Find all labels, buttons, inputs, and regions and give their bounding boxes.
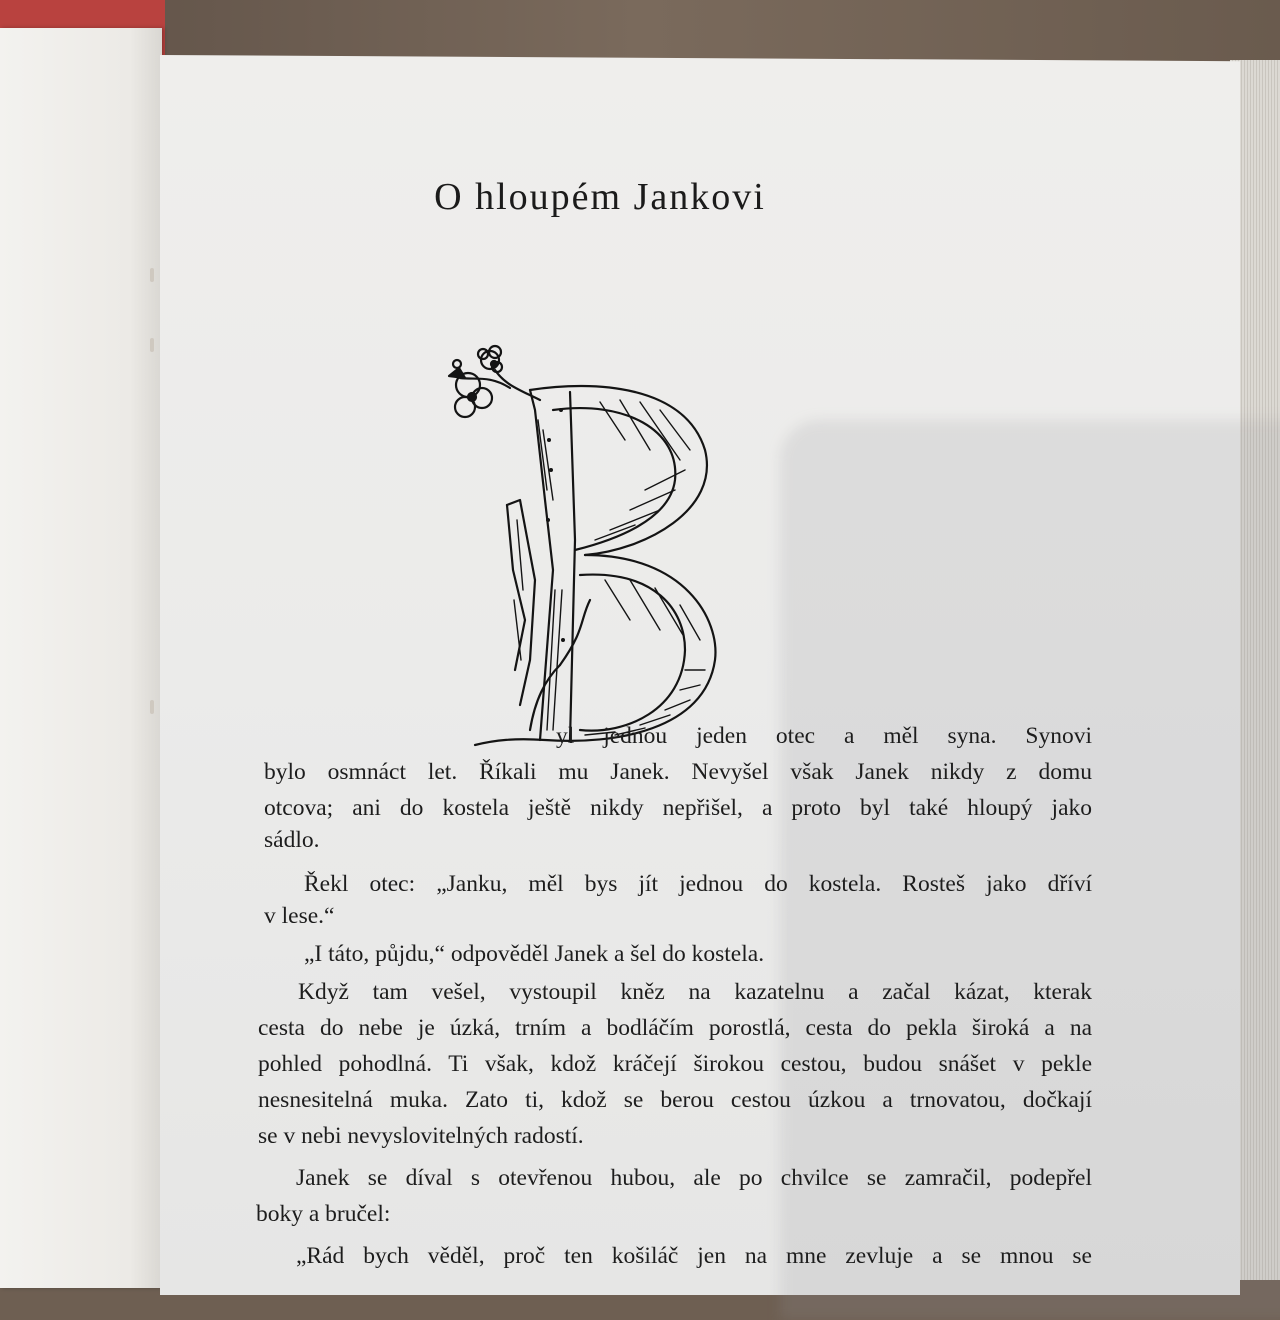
binding-stitch <box>150 268 154 282</box>
binding-stitch <box>150 700 154 714</box>
decorated-initial-b <box>435 340 725 750</box>
text-line: Když tam vešel, vystoupil kněz na kazatelnu a začal kázat, kterak <box>298 979 1092 1005</box>
text-line: Řekl otec: „Janku, měl bys jít jednou do kostela. Rosteš jako dříví <box>304 871 1092 897</box>
text-line: yl jednou jeden otec a měl syna. Synovi <box>556 723 1092 749</box>
binding-stitch <box>150 338 154 352</box>
left-page <box>0 28 162 1288</box>
text-line: pohled pohodlná. Ti však, kdož kráčejí širokou cestou, budou snášet v pekle <box>258 1051 1092 1077</box>
body-text <box>256 720 1092 1272</box>
text-line: Janek se díval s otevřenou hubou, ale po chvilce se zamračil, podepřel <box>296 1165 1092 1191</box>
text-line: sádlo. <box>264 827 320 853</box>
text-line: boky a bručel: <box>256 1201 391 1227</box>
text-line: v lese.“ <box>264 903 335 929</box>
text-line: nesnesitelná muka. Zato ti, kdož se berou cestou úzkou a trnovatou, dočkají <box>258 1087 1092 1113</box>
text-line: se v nebi nevyslovitelných radostí. <box>258 1123 584 1149</box>
text-line: „Rád bych věděl, proč ten košiláč jen na mne zevluje a se mnou se <box>296 1243 1092 1269</box>
page-title: O hloupém Jankovi <box>434 176 766 218</box>
text-line: otcova; ani do kostela ještě nikdy nepřišel, a proto byl také hloupý jako <box>264 795 1092 821</box>
text-line: „I táto, půjdu,“ odpověděl Janek a šel do kostela. <box>304 941 765 967</box>
text-line: cesta do nebe je úzká, trním a bodláčím porostlá, cesta do pekla široká a na <box>258 1015 1092 1041</box>
text-line: bylo osmnáct let. Říkali mu Janek. Nevyšel však Janek nikdy z domu <box>264 759 1092 785</box>
